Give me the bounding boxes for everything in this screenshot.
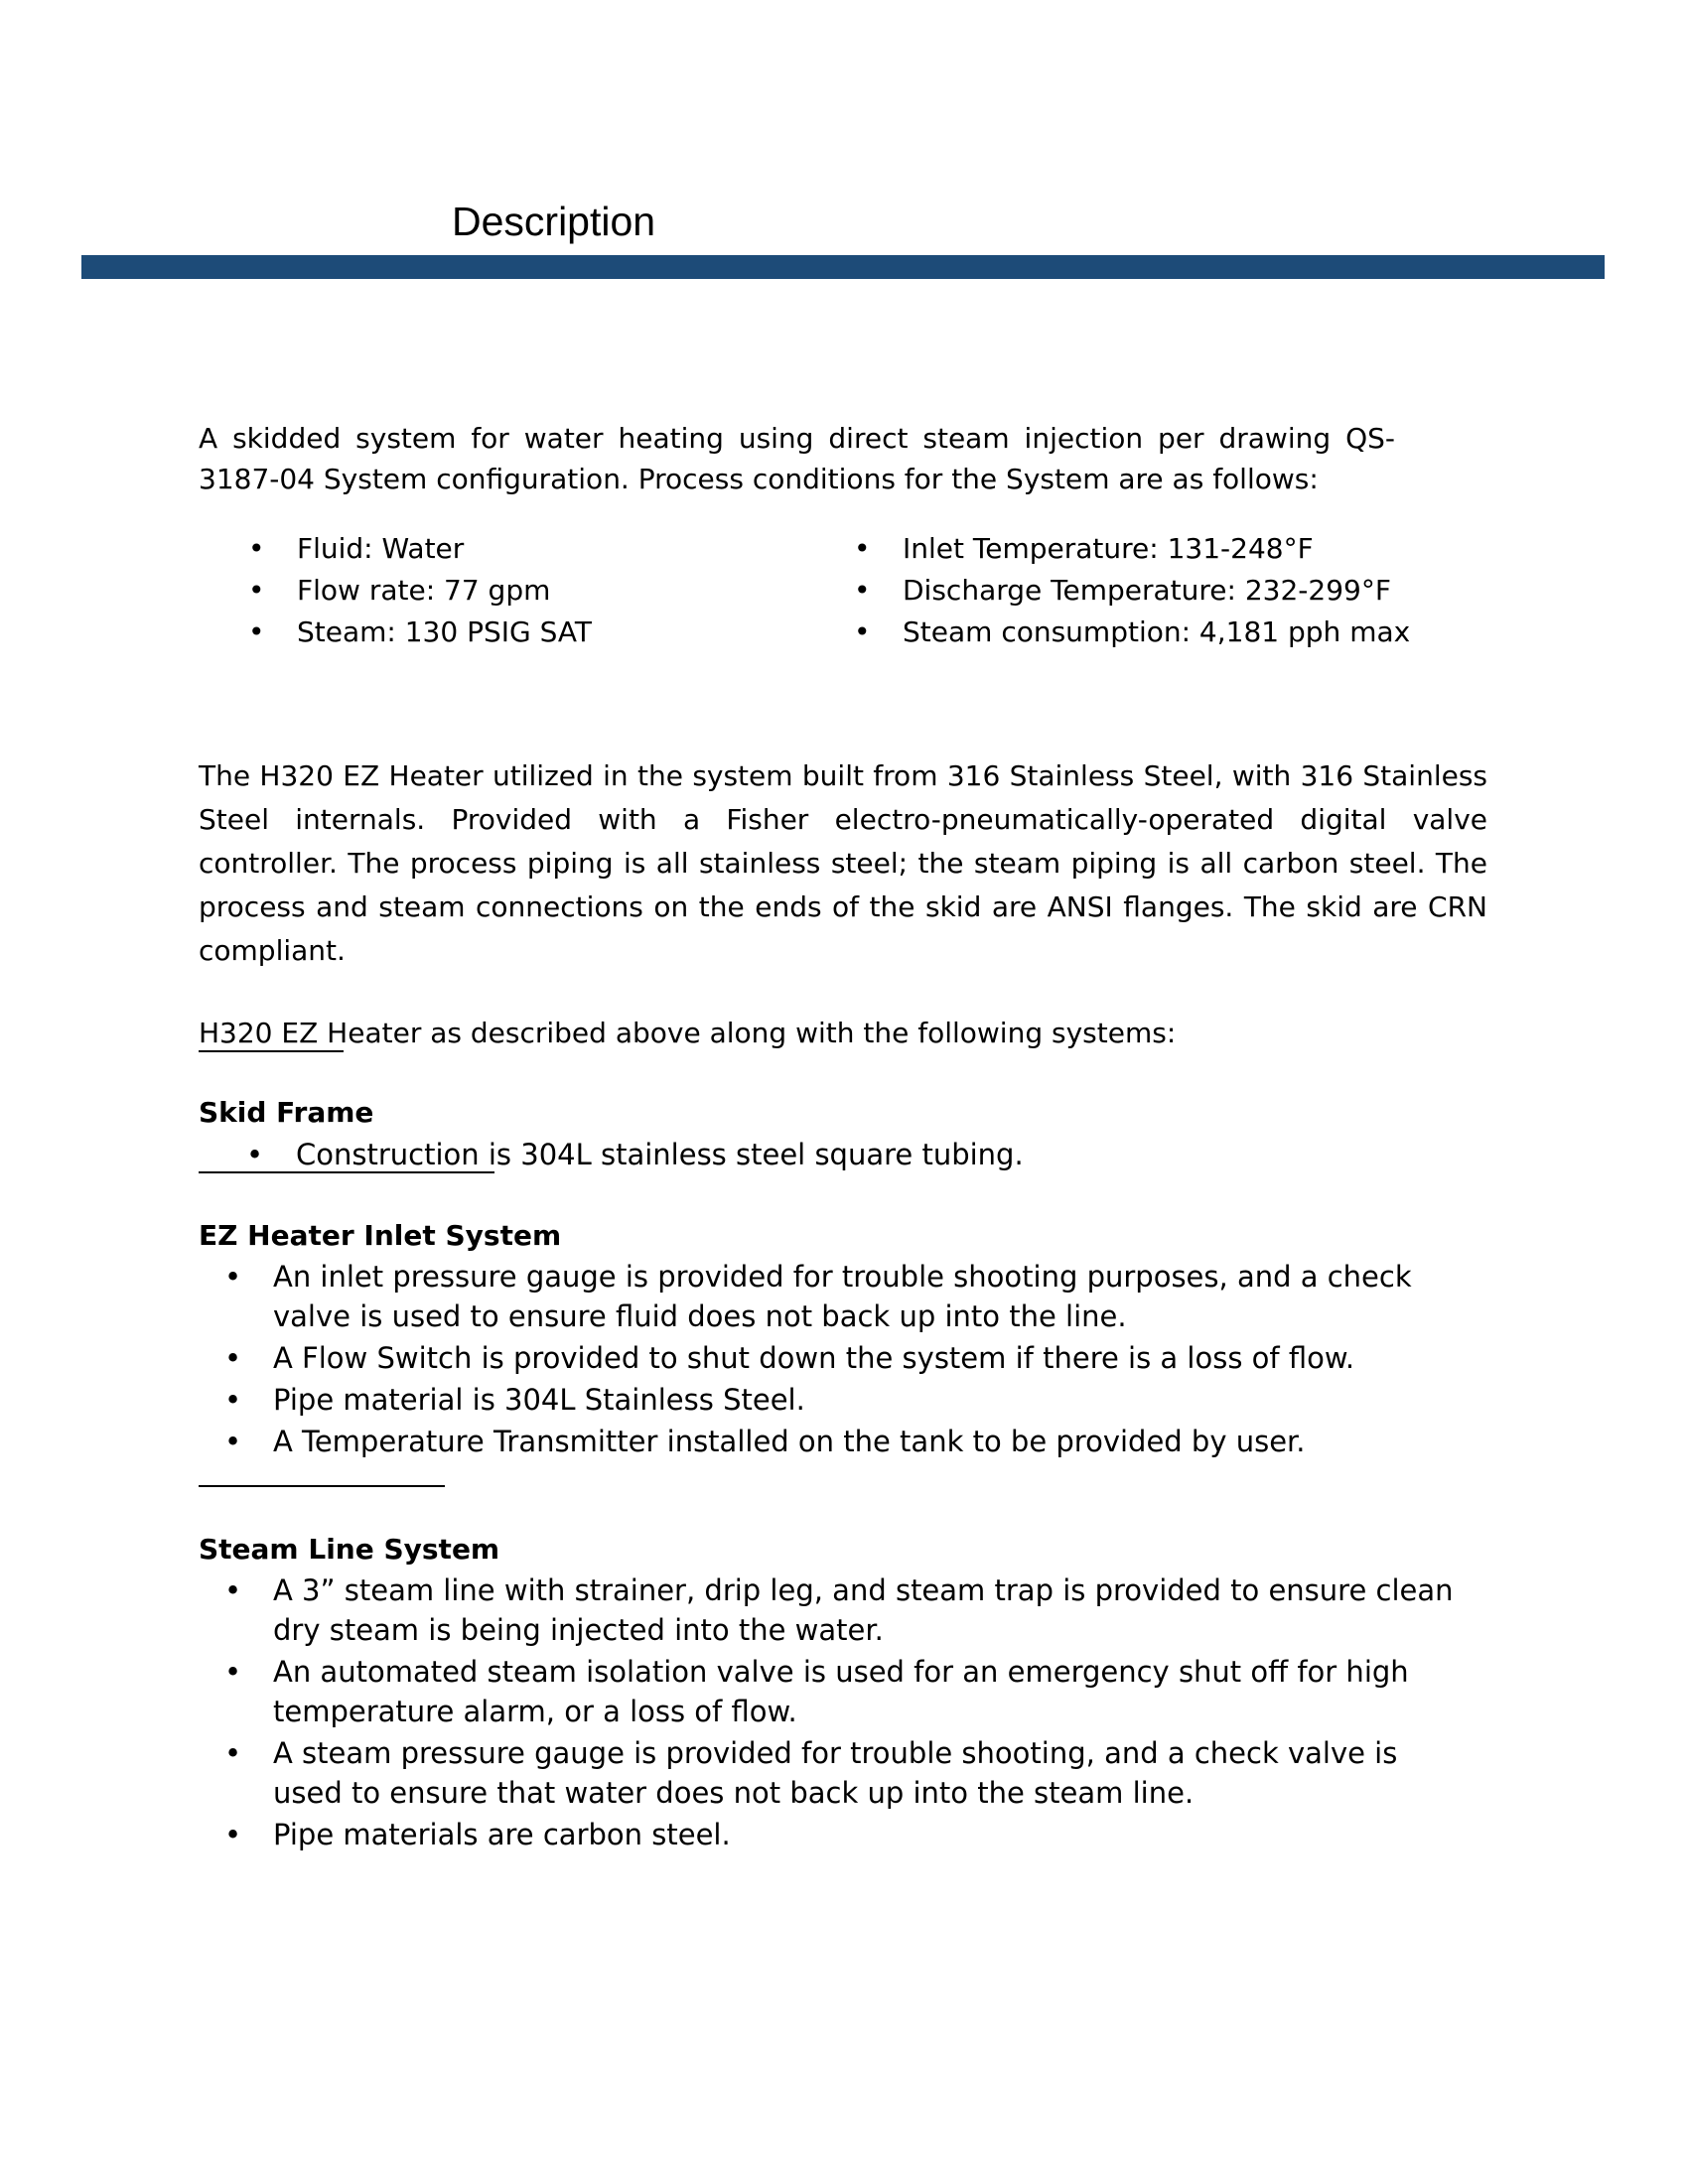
divider (199, 1485, 445, 1487)
bullet-icon: • (224, 1383, 242, 1417)
intro-paragraph: A skidded system for water heating using direct steam injection per drawing QS-3187-04 System configuration. Process conditions for the System are as follows: (199, 422, 1395, 495)
list-item: • An inlet pressure gauge is provided for trouble shooting purposes, and a check valve is used to ensure fluid does not back up into the line. (224, 1257, 1466, 1336)
list-item: • A Flow Switch is provided to shut down the system if there is a loss of flow. (224, 1338, 1466, 1378)
page-title: Description (452, 199, 656, 244)
skid-frame-list (246, 1135, 1487, 1176)
bullet-icon: • (248, 615, 265, 648)
bullet-icon: • (854, 615, 871, 648)
bullet-icon: • (224, 1341, 242, 1375)
bullet-icon: • (224, 1736, 242, 1770)
inlet-system-heading: EZ Heater Inlet System (199, 1219, 562, 1252)
condition-item: • Flow rate: 77 gpm (248, 570, 745, 612)
inlet-system-list (224, 1257, 1466, 1463)
condition-item: • Discharge Temperature: 232-299°F (854, 570, 1410, 612)
bullet-icon: • (248, 532, 265, 565)
bullet-icon: • (854, 532, 871, 565)
systems-intro: H320 EZ Heater as described above along with the following systems: (199, 1017, 1177, 1049)
conditions-right-list (854, 528, 1410, 653)
bullet-icon: • (224, 1818, 242, 1851)
list-item: • Pipe materials are carbon steel. (224, 1815, 1466, 1854)
underline (199, 1050, 344, 1052)
list-item: • Pipe material is 304L Stainless Steel. (224, 1380, 1466, 1420)
header-rule (81, 255, 1605, 279)
steam-system-heading: Steam Line System (199, 1533, 500, 1566)
bullet-icon: • (224, 1655, 242, 1689)
steam-system-list (224, 1570, 1466, 1856)
list-item: • A steam pressure gauge is provided for trouble shooting, and a check valve is used to ensure that water does not back up into the steam line. (224, 1733, 1466, 1813)
list-item: • Construction is 304L stainless steel square tubing. (246, 1135, 1487, 1174)
list-item: • A 3” steam line with strainer, drip leg, and steam trap is provided to ensure clean dry steam is being injected into the water. (224, 1570, 1466, 1650)
condition-item: • Steam: 130 PSIG SAT (248, 612, 745, 653)
bullet-icon: • (246, 1138, 264, 1171)
list-item: • A Temperature Transmitter installed on the tank to be provided by user. (224, 1422, 1466, 1461)
skid-frame-heading: Skid Frame (199, 1096, 374, 1129)
condition-item: • Inlet Temperature: 131-248°F (854, 528, 1410, 570)
condition-item: • Fluid: Water (248, 528, 745, 570)
bullet-icon: • (224, 1573, 242, 1607)
bullet-icon: • (224, 1260, 242, 1294)
heater-description-paragraph: The H320 EZ Heater utilized in the system built from 316 Stainless Steel, with 316 Stainless Steel internals. Provided with a Fisher electro-pneumatically-operated digital valve controller. The process piping is all stainless steel; the steam piping is all carbon steel. The process and steam connections on the ends of the skid are ANSI flanges. The skid are CRN compliant. (199, 759, 1487, 967)
list-item: • An automated steam isolation valve is used for an emergency shut off for high temperature alarm, or a loss of flow. (224, 1652, 1466, 1731)
condition-item: • Steam consumption: 4,181 pph max (854, 612, 1410, 653)
bullet-icon: • (248, 574, 265, 607)
conditions-left-list (248, 528, 745, 653)
bullet-icon: • (854, 574, 871, 607)
underline (199, 1171, 494, 1173)
bullet-icon: • (224, 1425, 242, 1458)
